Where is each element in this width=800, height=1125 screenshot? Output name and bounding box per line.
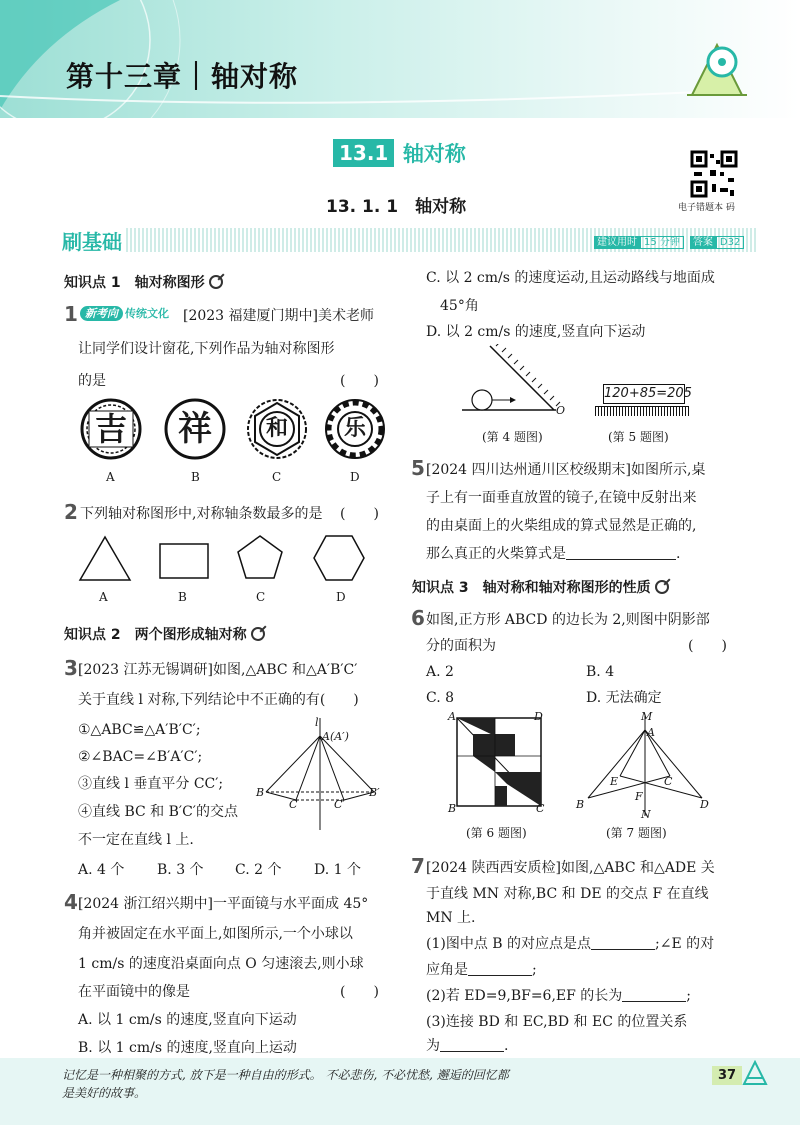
footer-triangle-icon <box>742 1060 768 1086</box>
q7-figure <box>580 712 710 822</box>
answer-tag: 答案 <box>690 236 716 249</box>
q6-option-a: A. 2 <box>426 664 454 680</box>
q3-line-2: 关于直线 l 对称,下列结论中不正确的有( ) <box>78 692 359 708</box>
q1-option-b: B <box>191 470 200 484</box>
section-number: 13.1 <box>333 139 394 167</box>
q7-label-n: N <box>641 808 651 821</box>
matchstick-equation: 120+85=205 <box>603 384 685 404</box>
q3-option-a: A. 4 个 <box>78 862 125 878</box>
q4-line-1: [2024 浙江绍兴期中]一平面镜与水平面成 45° <box>78 896 369 912</box>
q1-badge <box>80 305 169 321</box>
q1-paren: ( ) <box>340 373 379 389</box>
q3-label-c: C <box>289 798 298 811</box>
q5-figure <box>595 384 692 420</box>
q5-answer-blank[interactable] <box>566 559 676 560</box>
q7-number: 7 <box>411 854 425 878</box>
q7-sub1-cont: 应角是 ; <box>426 962 537 978</box>
q6-line-2: 分的面积为 <box>426 638 496 654</box>
band-label: 刷基础 <box>62 226 126 255</box>
q3-option-b: B. 3 个 <box>157 862 204 878</box>
q6-option-c: C. 8 <box>426 690 455 706</box>
q4-option-d: D. 以 2 cm/s 的速度,竖直向下运动 <box>426 324 646 340</box>
q1-figures <box>78 398 388 490</box>
q1-line-2: 让同学们设计窗花,下列作品为轴对称图形 <box>78 341 335 357</box>
footer-quote-1: 记忆是一种相聚的方式, 放下是一种自由的形式。 不必悲伤, 不必忧愁, 邂逅的回忆都 <box>62 1068 509 1082</box>
q1-option-d: D <box>350 470 360 484</box>
q7-sub3: (3)连接 BD 和 EC,BD 和 EC 的位置关系 <box>426 1014 688 1030</box>
q3-option-d: D. 1 个 <box>314 862 361 878</box>
q1-option-a: A <box>106 470 115 484</box>
q4-caption: (第 4 题图) <box>482 430 543 444</box>
q7-line-3: MN 上. <box>426 910 476 926</box>
q7-label-a: A <box>647 726 655 739</box>
q4-line-4: 在平面镜中的像是 <box>78 984 190 1000</box>
q3-line-7: 不一定在直线 l 上. <box>78 832 194 848</box>
q3-figure <box>250 716 390 832</box>
window-flower-d-glyph: 乐 <box>343 415 366 441</box>
q5-line-2: 子上有一面垂直放置的镜子,在镜中反射出来 <box>426 490 697 506</box>
q3-label-c-prime: C′ <box>334 798 345 811</box>
q1-option-c: C <box>272 470 282 484</box>
q1-line-1: [2023 福建厦门期中]美术老师 <box>183 308 375 324</box>
q1-number: 1 <box>64 302 78 326</box>
section-title: 轴对称 <box>402 142 466 166</box>
q3-line-5: ③直线 l 垂直平分 CC′; <box>78 776 224 792</box>
chapter-title: 第十三章｜轴对称 <box>66 60 299 93</box>
q2-text: 下列轴对称图形中,对称轴条数最多的是 <box>80 506 323 522</box>
q6-caption: (第 6 题图) <box>466 826 527 840</box>
qr-caption: 电子错题本 码 <box>678 203 735 213</box>
q7-label-d: D <box>700 798 709 811</box>
q6-paren: ( ) <box>688 638 727 654</box>
q7-sub2: (2)若 ED=9,BF=6,EF 的长为 ; <box>426 988 692 1004</box>
q7-line-2: 于直线 MN 对称,BC 和 DE 的交点 F 在直线 <box>426 886 709 902</box>
q3-number: 3 <box>64 656 78 680</box>
q4-label-o: O <box>556 404 566 417</box>
q6-label-b: B <box>448 802 457 815</box>
q7-blank-2[interactable] <box>468 975 532 976</box>
q7-blank-1[interactable] <box>591 949 655 950</box>
q6-number: 6 <box>411 606 425 630</box>
q6-label-c: C <box>536 802 545 815</box>
knowledge-point-1: 知识点 1 轴对称图形 <box>64 272 223 292</box>
q7-label-c: C <box>664 775 673 788</box>
q7-label-f: F <box>635 790 643 803</box>
q5-number: 5 <box>411 456 425 480</box>
q4-option-c-2: 45°角 <box>440 298 479 314</box>
q2-shapes <box>70 532 390 592</box>
q4-number: 4 <box>64 890 78 914</box>
window-flower-b-glyph: 祥 <box>178 409 212 449</box>
q6-option-b: B. 4 <box>586 664 615 680</box>
q4-option-b: B. 以 1 cm/s 的速度,竖直向上运动 <box>78 1040 297 1056</box>
q4-paren: ( ) <box>340 984 379 1000</box>
answer-value: D32 <box>716 236 744 249</box>
compass-ruler-icon <box>682 40 752 100</box>
footer-quote-2: 是美好的故事。 <box>62 1086 147 1100</box>
q3-label-a: A(A′) <box>322 730 349 743</box>
new-trend-badge: 新考向 <box>80 306 123 321</box>
q3-line-1: [2023 江苏无锡调研]如图,△ABC 和△A′B′C′ <box>78 662 358 678</box>
q2-option-c: C <box>256 590 266 604</box>
band-tags <box>594 233 744 248</box>
q4-option-a: A. 以 1 cm/s 的速度,竖直向下运动 <box>78 1012 297 1028</box>
q3-label-b: B <box>256 786 265 799</box>
subsection-title: 13. 1. 1 轴对称 <box>326 197 467 217</box>
q1-line-3: 的是 <box>78 373 106 389</box>
q6-label-d: D <box>534 710 543 723</box>
q7-blank-3[interactable] <box>622 1001 686 1002</box>
q7-label-m: M <box>641 710 653 723</box>
q3-line-3: ①△ABC≌△A′B′C′; <box>78 722 201 738</box>
section-heading <box>333 138 466 168</box>
table-surface <box>595 406 689 416</box>
q3-option-c: C. 2 个 <box>235 862 282 878</box>
q3-label-l: l <box>315 716 319 729</box>
q3-line-4: ②∠BAC=∠B′A′C′; <box>78 749 203 765</box>
q6-line-1: 如图,正方形 ABCD 的边长为 2,则图中阴影部 <box>426 612 710 628</box>
q6-label-a: A <box>448 710 456 723</box>
q7-line-1: [2024 陕西西安质检]如图,△ABC 和△ADE 关 <box>426 860 715 876</box>
knowledge-point-2: 知识点 2 两个图形成轴对称 <box>64 624 265 644</box>
q6-option-d: D. 无法确定 <box>586 690 662 706</box>
q5-line-4: 那么真正的火柴算式是 . <box>426 546 681 562</box>
qr-code-icon[interactable] <box>690 150 738 198</box>
time-tag: 建议用时 <box>594 236 640 249</box>
q7-sub1: (1)图中点 B 的对应点是点 ;∠E 的对 <box>426 936 715 952</box>
q5-line-3: 的由桌面上的火柴组成的算式显然是正确的, <box>426 518 697 534</box>
q6-figure <box>455 716 545 810</box>
q2-number: 2 <box>64 500 78 524</box>
time-value: 15 分钟 <box>640 236 684 249</box>
page-number: 37 <box>712 1066 742 1085</box>
knowledge-point-3: 知识点 3 轴对称和轴对称图形的性质 <box>412 577 669 597</box>
q2-paren: ( ) <box>340 506 379 522</box>
q3-line-6: ④直线 BC 和 B′C′的交点 <box>78 804 238 820</box>
q2-option-a: A <box>99 590 108 604</box>
q4-line-3: 1 cm/s 的速度沿桌面向点 O 匀速滚去,则小球 <box>78 956 364 972</box>
culture-tag: 传统文化 <box>125 307 169 320</box>
window-flower-a-glyph: 吉 <box>94 410 127 448</box>
q7-caption: (第 7 题图) <box>606 826 667 840</box>
q7-label-b: B <box>576 798 585 811</box>
q2-option-b: B <box>178 590 187 604</box>
q4-option-c-1: C. 以 2 cm/s 的速度运动,且运动路线与地面成 <box>426 270 715 286</box>
q5-caption: (第 5 题图) <box>608 430 669 444</box>
window-flower-c-glyph: 和 <box>265 415 288 441</box>
q5-line-1: [2024 四川达州通川区校级期末]如图所示,桌 <box>426 462 706 478</box>
q3-label-b-prime: B′ <box>369 786 380 799</box>
q7-label-e: E <box>610 775 619 788</box>
q7-sub3-cont: 为 . <box>426 1038 509 1054</box>
q2-option-d: D <box>336 590 346 604</box>
q7-blank-4[interactable] <box>440 1051 504 1052</box>
q4-line-2: 角并被固定在水平面上,如图所示,一个小球以 <box>78 926 353 942</box>
